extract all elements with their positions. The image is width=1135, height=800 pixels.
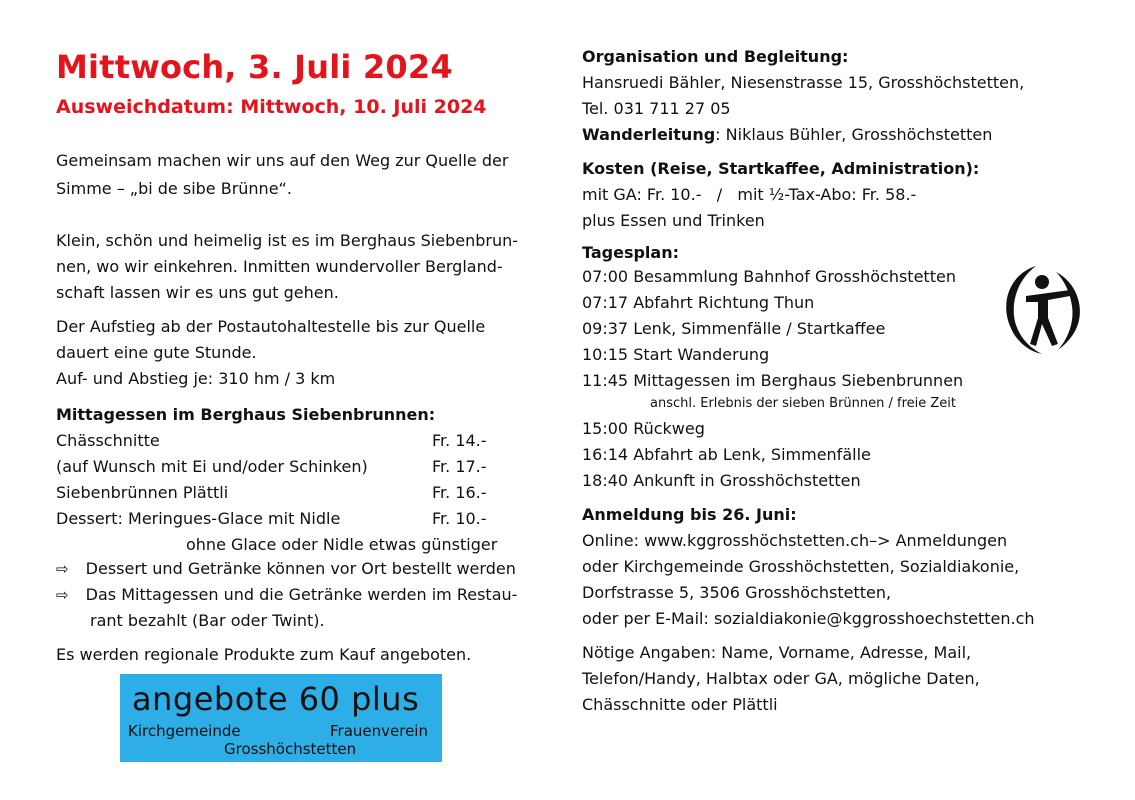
schedule-time: 15:00 — [582, 419, 629, 438]
organisation-heading: Organisation und Begleitung: — [582, 47, 849, 66]
schedule-row — [582, 416, 705, 442]
menu-row — [56, 480, 516, 506]
schedule-time: 09:37 — [582, 319, 629, 338]
page-title: Mittwoch, 3. Juli 2024 — [56, 48, 453, 86]
arrow-right-icon: ⇨ — [56, 560, 69, 578]
schedule-time: 11:45 — [582, 371, 629, 390]
bullet-text-continued: rant bezahlt (Bar oder Twint). — [90, 611, 325, 630]
para2-line-2: nen, wo wir einkehren. Inmitten wundervoller Bergland- — [56, 257, 503, 276]
para2-line-1: Klein, schön und heimelig ist es im Berghaus Siebenbrun- — [56, 231, 519, 250]
archer-emblem-icon — [996, 262, 1088, 356]
para2-line-3: schaft lassen wir es uns gut gehen. — [56, 283, 339, 302]
schedule-text: Mittagessen im Berghaus Siebenbrunnen — [633, 371, 964, 390]
bullet-text: Dessert und Getränke können vor Ort bestellt werden — [85, 559, 516, 578]
schedule-text: Rückweg — [633, 419, 705, 438]
required-info-line-3: Chässchnitte oder Plättli — [582, 695, 778, 714]
intro-line-2: Simme – „bi de sibe Brünne“. — [56, 179, 292, 198]
schedule-row — [582, 342, 769, 368]
required-info-line-1: Nötige Angaben: Name, Vorname, Adresse, Mail, — [582, 643, 972, 662]
logo-grosshoechstetten: Grosshöchstetten — [224, 740, 357, 758]
schedule-text: Lenk, Simmenfälle / Startkaffee — [633, 319, 886, 338]
schedule-row — [582, 264, 956, 290]
schedule-time: 07:17 — [582, 293, 629, 312]
lunch-heading: Mittagessen im Berghaus Siebenbrunnen: — [56, 405, 436, 424]
menu-item: Chässchnitte — [56, 431, 160, 450]
menu-item: (auf Wunsch mit Ei und/oder Schinken) — [56, 457, 368, 476]
bullet-item — [56, 556, 516, 582]
schedule-row — [582, 368, 963, 394]
schedule-time: 10:15 — [582, 345, 629, 364]
para3-line-3: Auf- und Abstieg je: 310 hm / 3 km — [56, 369, 336, 388]
hike-leader — [582, 122, 992, 148]
bullet-text: Das Mittagessen und die Getränke werden im Restau- — [85, 585, 518, 604]
intro-line-1: Gemeinsam machen wir uns auf den Weg zur Quelle der — [56, 151, 509, 170]
schedule-time: 16:14 — [582, 445, 629, 464]
logo-title: angebote 60 plus — [132, 680, 420, 718]
menu-item: Siebenbrünnen Plättli — [56, 483, 229, 502]
angebote-60-plus-logo — [120, 674, 442, 762]
registration-line-3: Dorfstrasse 5, 3506 Grosshöchstetten, — [582, 583, 892, 602]
para3-line-2: dauert eine gute Stunde. — [56, 343, 257, 362]
cost-line-1: mit GA: Fr. 10.- / mit ½-Tax-Abo: Fr. 58.- — [582, 185, 917, 204]
menu-item: Dessert: Meringues-Glace mit Nidle — [56, 509, 341, 528]
menu-row — [56, 428, 516, 454]
schedule-row — [582, 442, 871, 468]
registration-email: oder per E-Mail: sozialdiakonie@kggrosshoechstetten.ch — [582, 609, 1035, 628]
menu-price: Fr. 14.- — [432, 431, 487, 450]
registration-line-2: oder Kirchgemeinde Grosshöchstetten, Sozialdiakonie, — [582, 557, 1020, 576]
cost-heading: Kosten (Reise, Startkaffee, Administration): — [582, 159, 980, 178]
schedule-note: anschl. Erlebnis der sieben Brünnen / freie Zeit — [650, 396, 957, 411]
schedule-row — [582, 468, 861, 494]
schedule-row — [582, 290, 814, 316]
schedule-text: Start Wanderung — [633, 345, 770, 364]
hike-leader-value: : Niklaus Bühler, Grosshöchstetten — [715, 125, 993, 144]
menu-price: Fr. 17.- — [432, 457, 487, 476]
regional-products-note: Es werden regionale Produkte zum Kauf angeboten. — [56, 645, 472, 664]
schedule-text: Abfahrt ab Lenk, Simmenfälle — [633, 445, 871, 464]
registration-line-1: Online: www.kggrosshöchstetten.ch–> Anmeldungen — [582, 531, 1008, 550]
arrow-right-icon: ⇨ — [56, 586, 69, 604]
hike-leader-label: Wanderleitung — [582, 125, 716, 144]
registration-heading: Anmeldung bis 26. Juni: — [582, 505, 797, 524]
alternate-date: Ausweichdatum: Mittwoch, 10. Juli 2024 — [56, 96, 487, 118]
cost-line-2: plus Essen und Trinken — [582, 211, 765, 230]
bullet-item — [56, 582, 517, 608]
menu-row — [56, 506, 516, 532]
required-info-line-2: Telefon/Handy, Halbtax oder GA, mögliche Daten, — [582, 669, 980, 688]
logo-kirchgemeinde: Kirchgemeinde — [128, 722, 241, 740]
schedule-text: Ankunft in Grosshöchstetten — [633, 471, 861, 490]
schedule-text: Besammlung Bahnhof Grosshöchstetten — [633, 267, 956, 286]
organisation-line-1: Hansruedi Bähler, Niesenstrasse 15, Grosshöchstetten, — [582, 73, 1025, 92]
para3-line-1: Der Aufstieg ab der Postautohaltestelle bis zur Quelle — [56, 317, 486, 336]
menu-price: Fr. 16.- — [432, 483, 487, 502]
schedule-heading: Tagesplan: — [582, 243, 679, 262]
schedule-row — [582, 316, 885, 342]
organisation-phone: Tel. 031 711 27 05 — [582, 99, 731, 118]
menu-price: Fr. 10.- — [432, 509, 487, 528]
menu-row — [56, 454, 516, 480]
menu-note: ohne Glace oder Nidle etwas günstiger — [186, 535, 498, 554]
schedule-time: 07:00 — [582, 267, 629, 286]
logo-frauenverein: Frauenverein — [330, 722, 428, 740]
schedule-time: 18:40 — [582, 471, 629, 490]
schedule-text: Abfahrt Richtung Thun — [633, 293, 815, 312]
